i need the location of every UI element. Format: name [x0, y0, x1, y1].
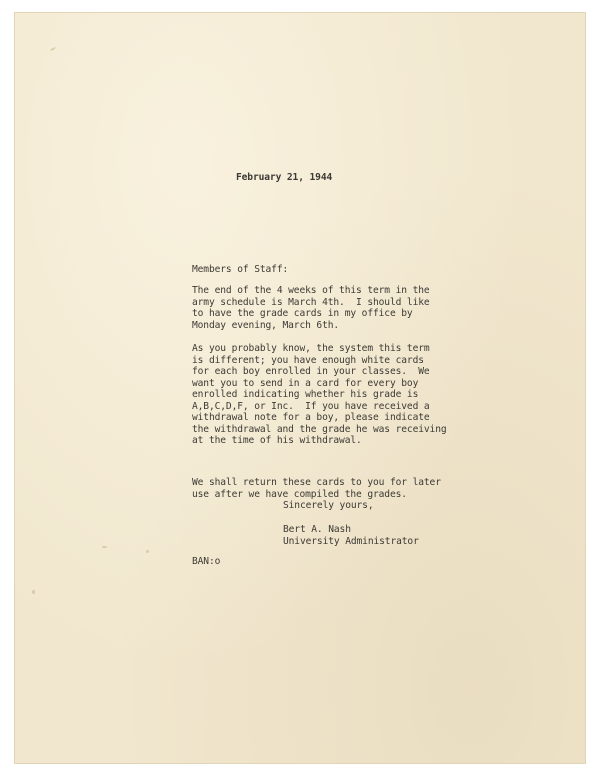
- letter-paragraph-1: [192, 285, 430, 331]
- signer-title: University Administrator: [283, 535, 419, 547]
- letter-date: February 21, 1944: [236, 172, 333, 183]
- letter-paragraph-3: [192, 477, 441, 500]
- letter-page: [14, 12, 586, 764]
- text-line: We shall return these cards to you for later: [192, 477, 441, 488]
- paper-fleck: [102, 546, 107, 548]
- text-line: the withdrawal and the grade he was receiving: [192, 423, 447, 435]
- text-line: A,B,C,D,F, or Inc. If you have received a: [192, 400, 430, 412]
- typist-initials: BAN:o: [192, 556, 221, 567]
- text-line: want you to send in a card for every boy: [192, 377, 419, 389]
- letter-paragraph-2: [192, 343, 447, 447]
- text-line: is different; you have enough white cards: [192, 354, 424, 366]
- paper-fleck: [32, 590, 35, 594]
- signature-block: [283, 524, 419, 547]
- text-line: The end of the 4 weeks of this term in the: [192, 285, 430, 296]
- text-line: enrolled indicating whether his grade is: [192, 389, 419, 400]
- text-line: to have the grade cards in my office by: [192, 308, 413, 319]
- text-line: Monday evening, March 6th.: [192, 319, 340, 331]
- letter-closing: Sincerely yours,: [283, 500, 374, 511]
- text-line: As you probably know, the system this term: [192, 343, 430, 354]
- signer-name: Bert A. Nash: [283, 524, 351, 535]
- text-line: at the time of his withdrawal.: [192, 435, 362, 446]
- text-line: use after we have compiled the grades.: [192, 488, 407, 500]
- text-line: withdrawal note for a boy, please indicate: [192, 412, 430, 423]
- paper-fleck: [50, 47, 56, 52]
- letter-salutation: Members of Staff:: [192, 264, 289, 275]
- text-line: army schedule is March 4th. I should like: [192, 296, 430, 308]
- paper-fleck: [146, 550, 149, 553]
- text-line: for each boy enrolled in your classes. We: [192, 366, 430, 377]
